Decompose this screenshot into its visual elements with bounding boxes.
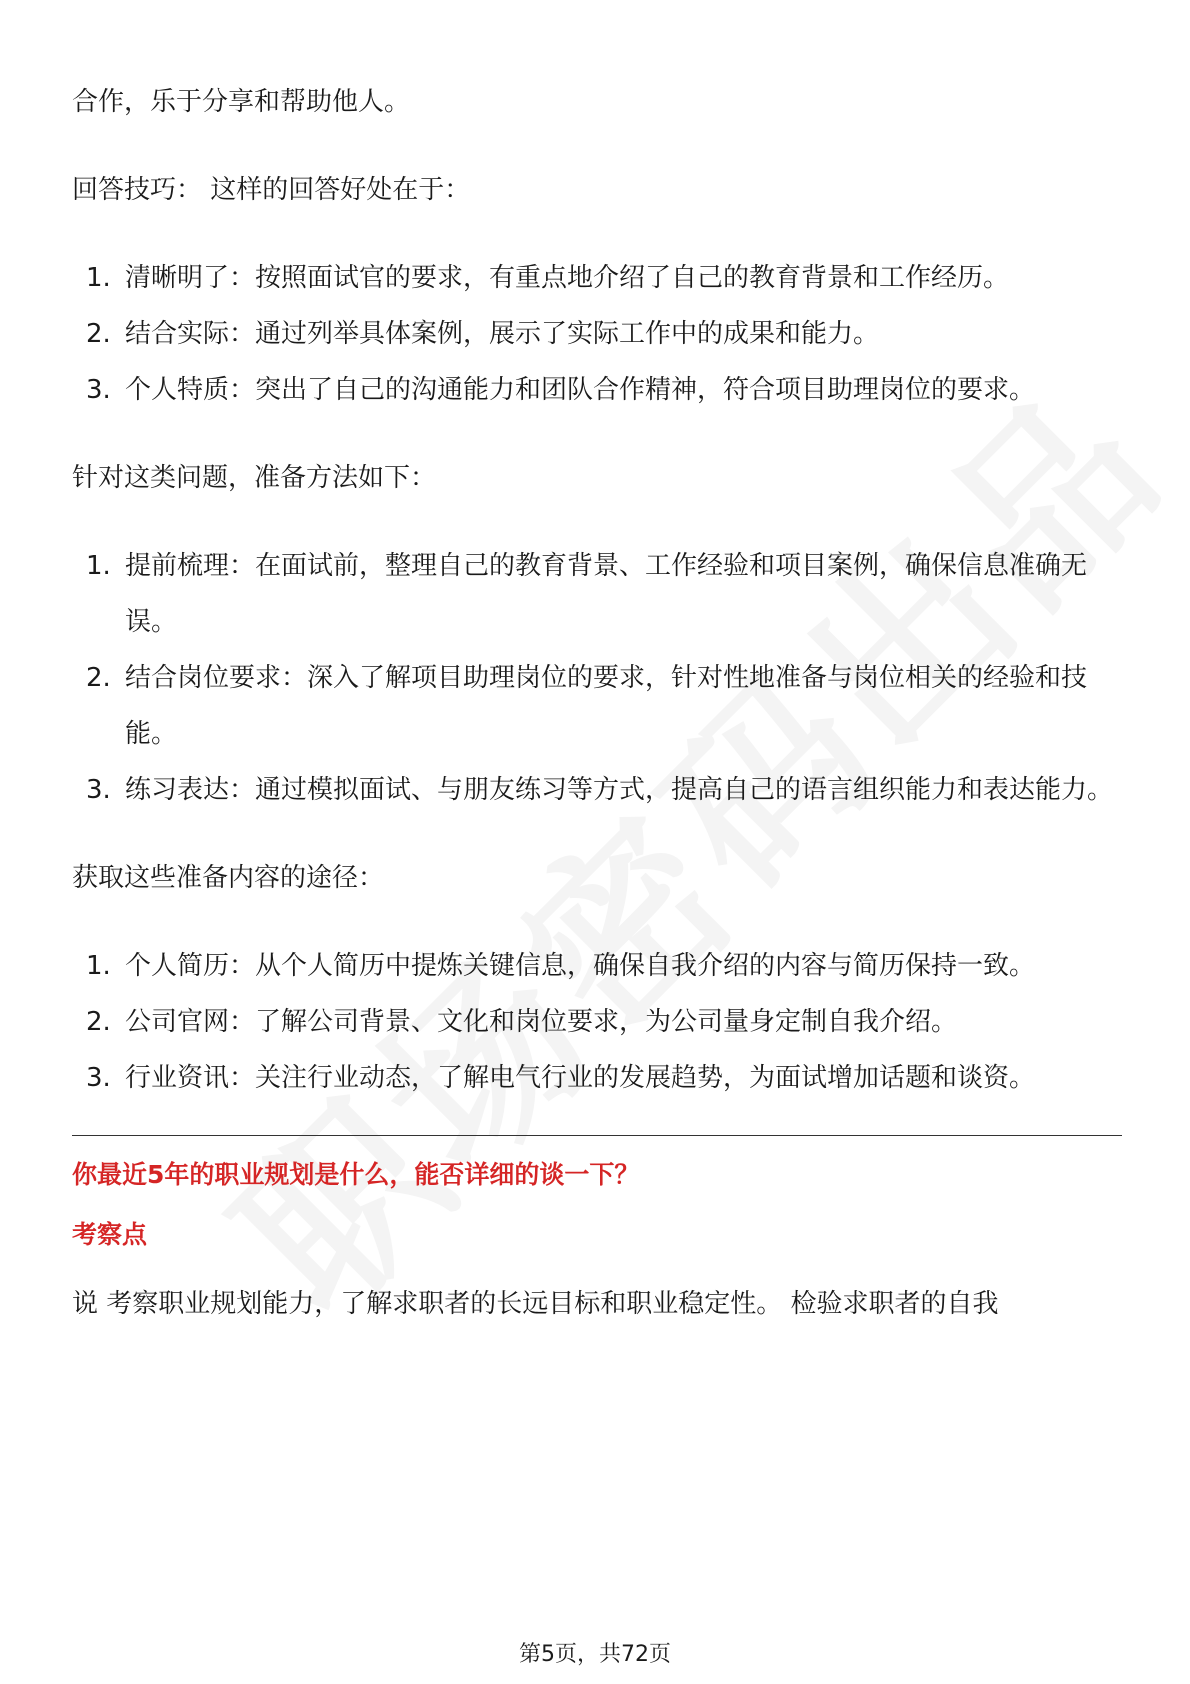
- list-item: 3. 练习表达：通过模拟面试、与朋友练习等方式，提高自己的语言组织能力和表达能力。: [86, 775, 1114, 805]
- list-item: 3. 个人特质：突出了自己的沟通能力和团队合作精神，符合项目助理岗位的要求。: [86, 375, 1036, 405]
- prep-list: [72, 538, 1122, 818]
- focus-text: 说 考察职业规划能力，了解求职者的长远目标和职业稳定性。 检验求职者的自我: [72, 1289, 999, 1319]
- content-body: [72, 74, 1122, 1332]
- prep-heading: 针对这类问题，准备方法如下：: [72, 463, 437, 493]
- list-item: 2. 公司官网：了解公司背景、文化和岗位要求，为公司量身定制自我介绍。: [86, 1007, 958, 1037]
- list-item: 2. 结合实际：通过列举具体案例，展示了实际工作中的成果和能力。: [86, 319, 880, 349]
- page-number: 第5页，共72页: [519, 1642, 671, 1667]
- list-item: 3. 行业资讯：关注行业动态，了解电气行业的发展趋势，为面试增加话题和谈资。: [86, 1063, 1036, 1093]
- list-item: 2. 结合岗位要求：深入了解项目助理岗位的要求，针对性地准备与岗位相关的经验和技能。: [86, 663, 1088, 749]
- intro-line: 合作，乐于分享和帮助他人。: [72, 87, 411, 117]
- list-item: 1. 清晰明了：按照面试官的要求，有重点地介绍了自己的教育背景和工作经历。: [86, 263, 1010, 293]
- list-item: 1. 提前梳理：在面试前，整理自己的教育背景、工作经验和项目案例，确保信息准确无误。: [86, 551, 1088, 637]
- list-item: 1. 个人简历：从个人简历中提炼关键信息，确保自我介绍的内容与简历保持一致。: [86, 951, 1036, 981]
- tips-heading: 回答技巧： 这样的回答好处在于：: [72, 175, 471, 205]
- focus-heading: 考察点: [72, 1220, 148, 1249]
- sources-list: [72, 938, 1122, 1106]
- question-title: 你最近5年的职业规划是什么，能否详细的谈一下？: [72, 1160, 640, 1189]
- section-divider: [72, 1135, 1122, 1136]
- tips-list: [72, 250, 1122, 418]
- source-heading: 获取这些准备内容的途径：: [72, 863, 385, 893]
